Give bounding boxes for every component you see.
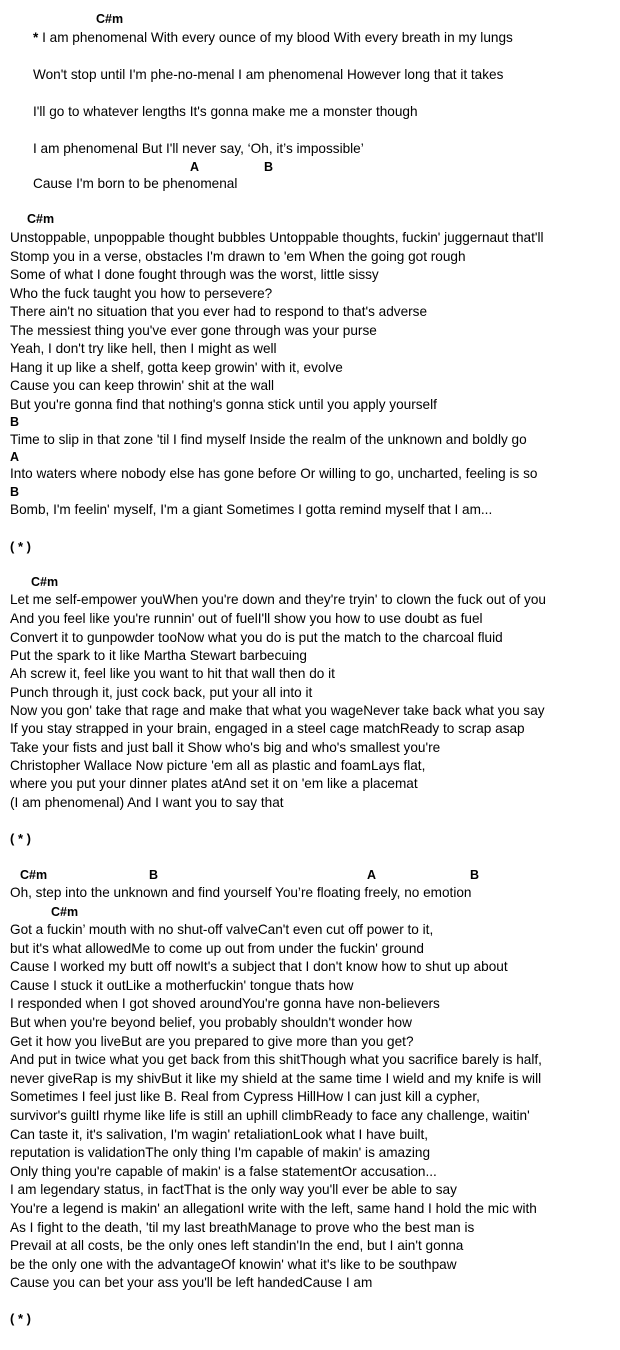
lyric-line: Yeah, I don't try like hell, then I might as well [10,341,277,356]
lyric-line: I responded when I got shoved aroundYou're gonna have non-believers [10,996,440,1012]
chorus-repeat-marker: ( * ) [10,831,31,846]
chord-c-sharp-minor: C#m [31,575,59,589]
lyric-line: Who the fuck taught you how to persevere? [10,285,273,301]
lyric-line: Get it how you liveBut are you prepared to give more than you get? [10,1033,414,1049]
lyric-line: Cause you can keep throwin' shit at the wall [10,378,275,393]
lyric-line: Stomp you in a verse, obstacles I'm drawn to 'em When the going got rough [10,248,466,264]
chorus-line: Won't stop until I'm phe-no-menal I am phenomenal However long that it takes [33,67,504,82]
lyric-line: Convert it to gunpowder tooNow what you do is put the match to the charcoal fluid [10,630,503,645]
chorus-repeat-marker: ( * ) [10,1311,31,1326]
lyric-line: Sometimes I feel just like B. Real from Cypress HillHow I can just kill a cypher, [10,1089,480,1105]
chorus-line-text: I am phenomenal With every ounce of my blood With every breath in my lungs [42,30,513,45]
chord-c-sharp-minor: C#m [20,868,48,882]
lyric-line: Now you gon' take that rage and make that what you wageNever take back what you say [10,703,545,718]
lyric-line: Put the spark to it like Martha Stewart barbecuing [10,648,307,663]
lyric-line: Bomb, I'm feelin' myself, I'm a giant Sometimes I gotta remind myself that I am... [10,502,493,517]
chord-b: B [264,160,274,174]
lyric-line: (I am phenomenal) And I want you to say that [10,795,284,810]
lyric-line: where you put your dinner plates atAnd set it on 'em like a placemat [10,776,418,791]
lyric-line: Hang it up like a shelf, gotta keep growin' with it, evolve [10,359,343,375]
lyric-line: And put in twice what you get back from this shitThough what you sacrifice barely is half, [10,1052,542,1068]
lyric-line: reputation is validationThe only thing I'm capable of makin' is amazing [10,1145,431,1161]
lyric-line: Only thing you're capable of makin' is a false statementOr accusation... [10,1163,437,1179]
chord-a: A [190,160,200,174]
chord-b: B [470,868,480,882]
lyric-line: Cause I stuck it outLike a motherfuckin' tongue thats how [10,977,354,993]
lyric-line: Unstoppable, unpoppable thought bubbles Untoppable thoughts, fuckin' juggernaut that'll [10,230,544,245]
chord-a: A [10,450,20,464]
lyric-line: But you're gonna find that nothing's gonna stick until you apply yourself [10,396,437,412]
lyric-line: Take your fists and just ball it Show who's big and who's smallest you're [10,740,441,755]
lyric-line: There ain't no situation that you ever had to respond to that's adverse [10,304,428,319]
lyric-line: Can taste it, it's salivation, I'm wagin' retaliationLook what I have built, [10,1126,429,1142]
chorus-line: I'll go to whatever lengths It's gonna make me a monster though [33,104,418,119]
lyric-line: Some of what I done fought through was the worst, little sissy [10,267,379,282]
chorus-line: Cause I'm born to be phenomenal [33,176,238,191]
lyric-line: be the only one with the advantageOf knowin' what it's like to be southpaw [10,1256,457,1272]
lyric-line: Into waters where nobody else has gone before Or willing to go, uncharted, feeling is so [10,466,538,481]
lyric-line: Let me self-empower youWhen you're down and they're tryin' to clown the fuck out of you [10,592,546,607]
lyric-line: Cause you can bet your ass you'll be left handedCause I am [10,1275,373,1291]
chord-b: B [149,868,159,882]
lyric-line: You're a legend is makin' an allegationI write with the left, same hand I hold the mic with [10,1201,537,1216]
lyric-line: As I fight to the death, 'til my last breathManage to prove who the best man is [10,1219,475,1235]
chord-b: B [10,415,20,429]
lyric-line: but it's what allowedMe to come up out from under the fuckin' ground [10,940,424,956]
chorus-line [33,30,513,46]
chord-a: A [367,868,377,882]
chorus-line: I am phenomenal But I'll never say, ‘Oh, it’s impossible’ [33,141,364,156]
lyric-line: Prevail at all costs, be the only ones left standin'In the end, but I ain't gonna [10,1238,464,1254]
lyric-line: If you stay strapped in your brain, engaged in a steel cage matchReady to scrap asap [10,721,525,736]
chord-c-sharp-minor: C#m [27,212,55,226]
lyric-line: never giveRap is my shivBut it like my shield at the same time I wield and my knife is will [10,1070,542,1086]
chorus-repeat-marker: ( * ) [10,539,31,554]
lyric-line: Got a fuckin’ mouth with no shut-off valveCan't even cut off power to it, [10,922,434,937]
chorus-marker: * [33,30,39,45]
lyric-line: Time to slip in that zone 'til I find myself Inside the realm of the unknown and boldly go [10,432,527,447]
lyric-line: And you feel like you're runnin' out of fuelI'll show you how to use doubt as fuel [10,611,483,626]
lyric-line: survivor's guiltI rhyme like life is still an uphill climbReady to face any challenge, waitin' [10,1108,530,1123]
lyric-line: Cause I worked my butt off nowIt's a subject that I don't know how to shut up about [10,959,508,975]
chord-b: B [10,485,20,499]
lyric-line: Christopher Wallace Now picture 'em all as plastic and foamLays flat, [10,758,426,773]
lyric-line: Oh, step into the unknown and find yourself You’re floating freely, no emotion [10,885,472,900]
chord-c-sharp-minor: C#m [51,905,79,919]
lyric-line: The messiest thing you've ever gone through was your purse [10,322,377,338]
lyric-line: Punch through it, just cock back, put your all into it [10,685,313,700]
lyric-line: But when you're beyond belief, you probably shouldn't wonder how [10,1015,412,1030]
lyric-line: I am legendary status, in factThat is the only way you'll ever be able to say [10,1182,457,1198]
lyric-line: Ah screw it, feel like you want to hit that wall then do it [10,666,335,681]
chord-c-sharp-minor: C#m [96,12,124,26]
